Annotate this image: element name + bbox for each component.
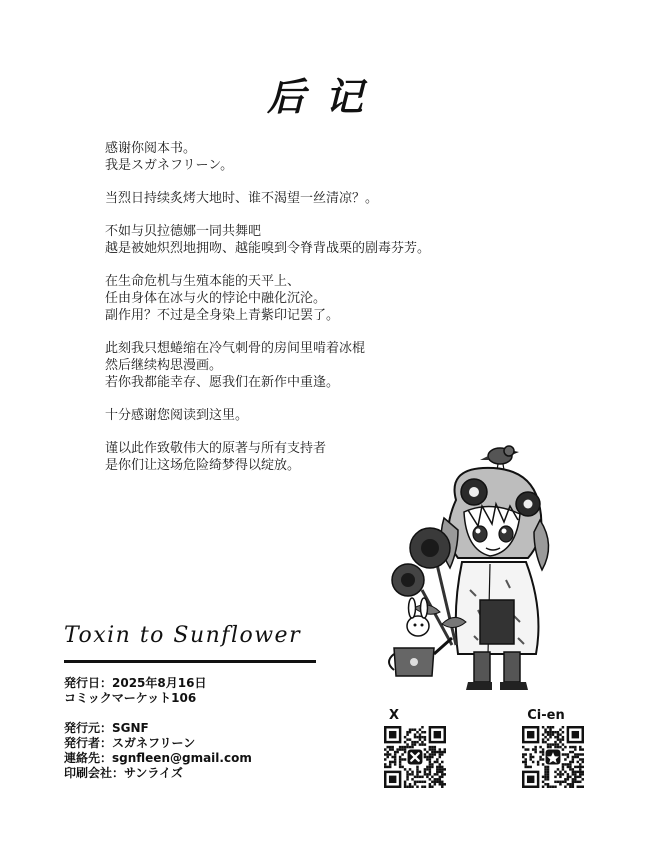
title-underline — [64, 660, 316, 663]
qr-code-ci-en[interactable] — [522, 726, 584, 788]
bird-icon — [480, 446, 519, 470]
qr-code-x[interactable] — [384, 726, 446, 788]
afterword-line: 副作用？不过是全身染上青紫印记罢了。 — [105, 308, 340, 323]
afterword-line: 然后继续构思漫画。 — [105, 358, 223, 373]
issue-date: 発行日：2025年8月16日 — [64, 676, 207, 690]
afterword-paragraph — [105, 140, 525, 174]
book-title: Toxin to Sunflower — [64, 623, 302, 648]
publisher: 発行元：SGNF — [64, 721, 149, 735]
afterword-paragraph — [105, 407, 525, 424]
afterword-text — [105, 140, 525, 490]
rabbit-icon — [407, 598, 429, 636]
afterword-line: 此刻我只想蜷缩在冷气刺骨的房间里啃着冰棍 — [105, 341, 366, 356]
contact-email[interactable]: 連絡先：sgnfleen@gmail.com — [64, 751, 252, 765]
printer: 印刷会社：サンライズ — [64, 766, 183, 780]
afterword-line: 当烈日持续炙烤大地时、谁不渴望一丝清凉？。 — [105, 191, 379, 206]
afterword-line: 在生命危机与生殖本能的天平上、 — [105, 274, 301, 289]
chibi-character-illustration — [378, 440, 578, 695]
qr-label-ci-en: Ci-en — [527, 708, 565, 723]
watering-can-icon — [389, 638, 452, 676]
afterword-line: 谨以此作致敬伟大的原著与所有支持者 — [105, 441, 327, 456]
afterword-line: 越是被她炽烈地拥吻、越能嗅到令脊背战栗的剧毒芬芳。 — [105, 241, 431, 256]
qr-label-x: X — [388, 708, 400, 723]
star-icon — [546, 750, 561, 765]
afterword-line: 若你我都能幸存、愿我们在新作中重逢。 — [105, 375, 340, 390]
afterword-paragraph — [105, 190, 525, 207]
afterword-line: 不如与贝拉德娜一同共舞吧 — [105, 224, 262, 239]
afterword-line: 任由身体在冰与火的悖论中融化沉沦。 — [105, 291, 327, 306]
afterword-paragraph — [105, 273, 525, 324]
afterword-paragraph — [105, 340, 525, 391]
afterword-paragraph — [105, 223, 525, 257]
author: 発行者：スガネフリーン — [64, 736, 196, 750]
x-logo-icon — [408, 750, 423, 765]
afterword-line: 是你们让这场危险绮梦得以绽放。 — [105, 458, 301, 473]
afterword-line: 十分感谢您阅读到这里。 — [105, 408, 249, 423]
afterword-line: 我是スガネフリーン。 — [105, 158, 234, 173]
page-title: 后记 — [266, 74, 383, 119]
afterword-line: 感谢你阅本书。 — [105, 141, 197, 156]
event-name: コミックマーケット106 — [64, 691, 197, 705]
colophon-block — [64, 676, 252, 781]
